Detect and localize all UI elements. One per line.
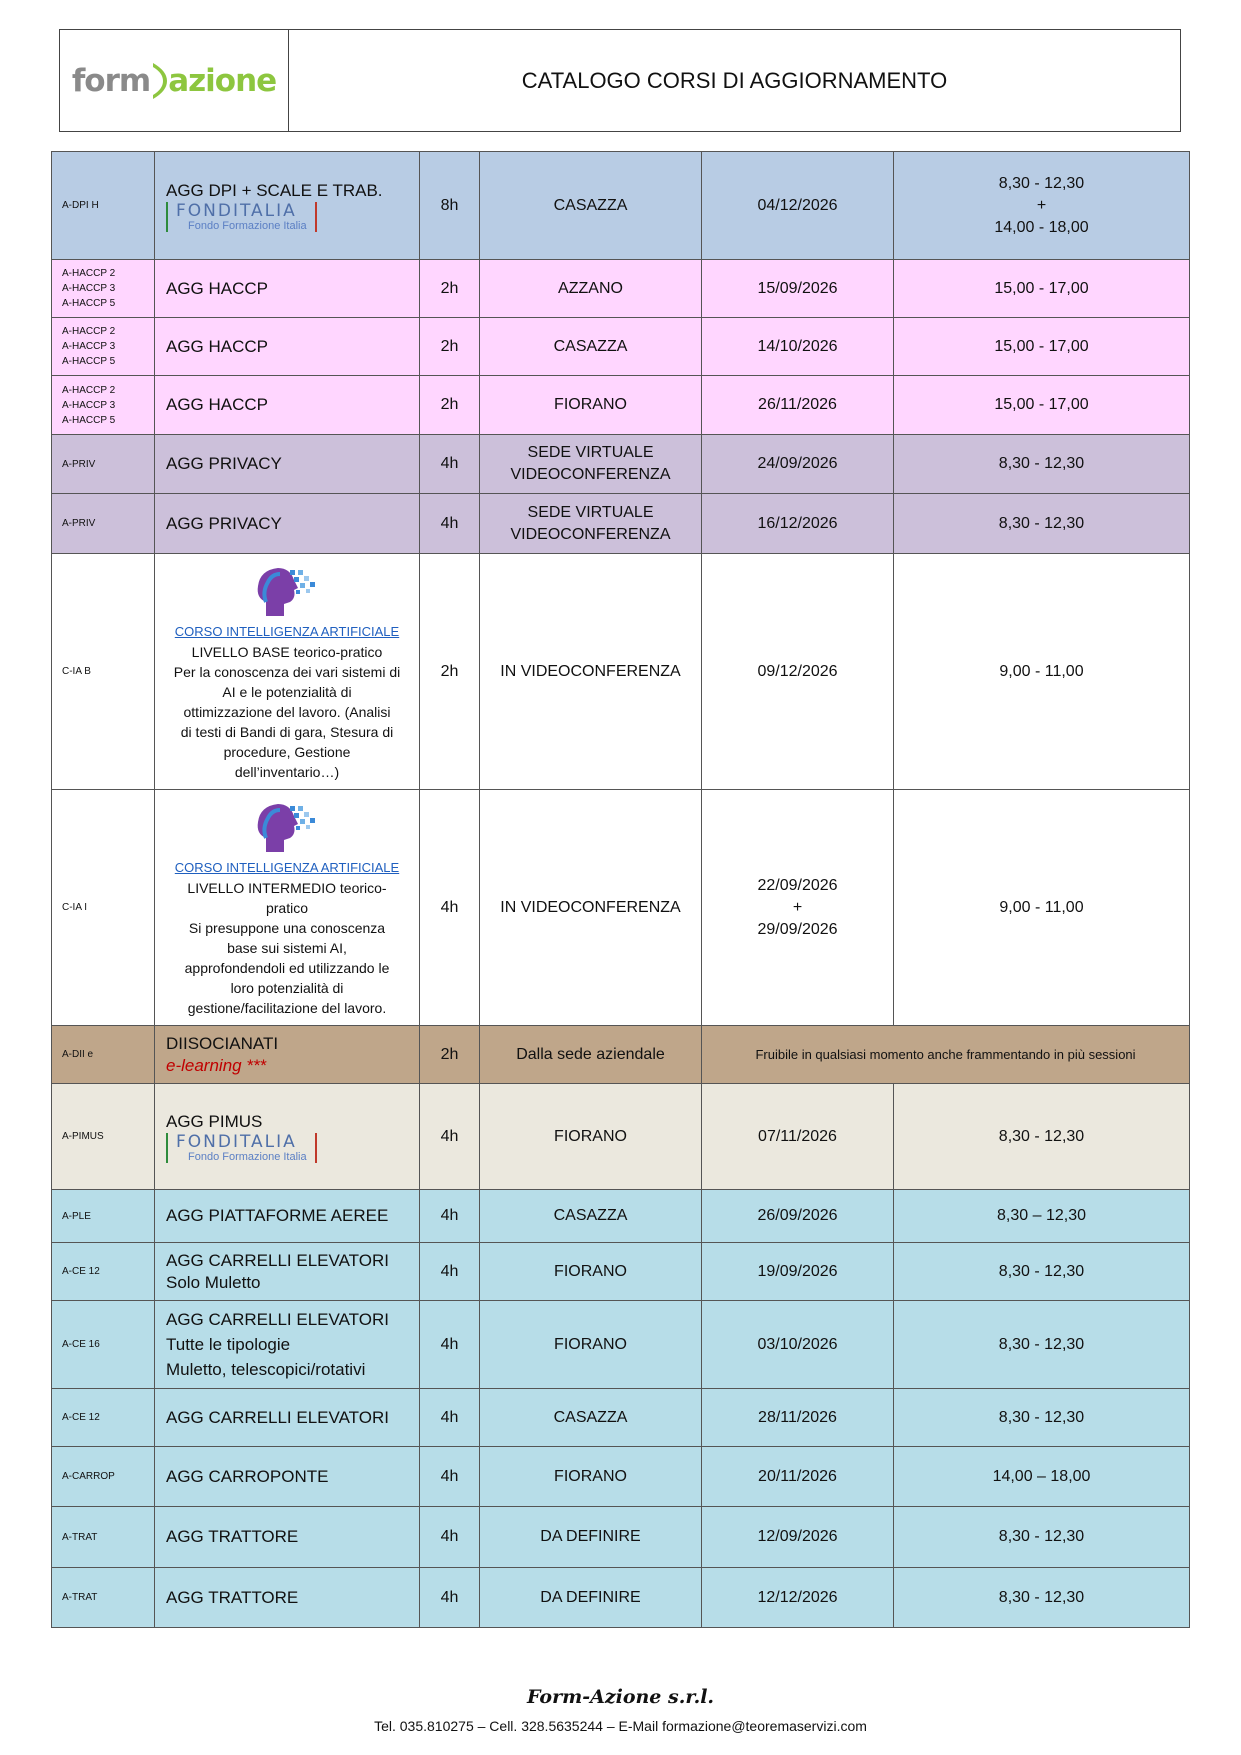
course-date: 12/12/2026: [702, 1568, 894, 1628]
course-time: 8,30 - 12,30: [894, 1389, 1190, 1447]
course-time: [894, 152, 1190, 260]
course-location: SEDE VIRTUALE VIDEOCONFERENZA: [480, 494, 702, 554]
desc-line: Per la conoscenza dei vari sistemi di: [173, 663, 401, 680]
desc-line: di testi di Bandi di gara, Stesura di: [180, 723, 394, 740]
desc-line: ottimizzazione del lavoro. (Analisi: [183, 703, 391, 720]
elearning-label: e-learning ***: [166, 1055, 267, 1075]
course-name-cell: AGG CARRELLI ELEVATORI Solo Muletto: [155, 1243, 420, 1301]
date-plus: +: [792, 898, 803, 916]
course-name: AGG PRIVACY: [155, 494, 420, 554]
course-name-cell: AGG CARRELLI ELEVATORI Tutte le tipologie Muletto, telescopici/rotativi: [155, 1301, 420, 1389]
fonditalia-logo: [166, 1133, 413, 1163]
ai-head-icon: [252, 798, 322, 856]
course-code: A-PIMUS: [52, 1084, 155, 1190]
course-hours: 4h: [420, 494, 480, 554]
table-row: [52, 260, 1190, 318]
course-date: 03/10/2026: [702, 1301, 894, 1389]
fonditalia-name: FONDITALIA: [176, 200, 297, 221]
desc-line: gestione/facilitazione del lavoro.: [187, 999, 387, 1016]
table-row: [52, 1389, 1190, 1447]
course-location: FIORANO: [480, 1447, 702, 1507]
course-code: A-CARROP: [52, 1447, 155, 1507]
table-row: [52, 435, 1190, 494]
table-row: [52, 1243, 1190, 1301]
time-line: 8,30 - 12,30: [998, 174, 1085, 192]
course-hours: 2h: [420, 376, 480, 435]
course-name: AGG PIATTAFORME AEREE: [155, 1190, 420, 1243]
date-line: 22/09/2026: [757, 876, 838, 894]
course-code: A-CE 16: [52, 1301, 155, 1389]
desc-line: approfondendoli ed utilizzando le: [184, 959, 390, 976]
course-location: CASAZZA: [480, 318, 702, 376]
course-date: 09/12/2026: [702, 554, 894, 790]
course-location: CASAZZA: [480, 152, 702, 260]
desc-line: LIVELLO INTERMEDIO teorico-: [187, 879, 387, 896]
course-hours: 4h: [420, 435, 480, 494]
table-row: [52, 1084, 1190, 1190]
course-code: A-DII e: [52, 1026, 155, 1084]
course-hours: 4h: [420, 790, 480, 1026]
course-date: 24/09/2026: [702, 435, 894, 494]
table-row: [52, 318, 1190, 376]
table-row: [52, 1301, 1190, 1389]
course-location: CASAZZA: [480, 1389, 702, 1447]
course-date: [702, 790, 894, 1026]
course-name: AGG HACCP: [155, 318, 420, 376]
course-code: C-IA B: [52, 554, 155, 790]
course-time: 8,30 – 12,30: [894, 1190, 1190, 1243]
course-location: FIORANO: [480, 376, 702, 435]
course-location: IN VIDEOCONFERENZA: [480, 790, 702, 1026]
logo-text-azione: azione: [168, 62, 277, 99]
course-name: AGG TRATTORE: [155, 1568, 420, 1628]
course-time: 8,30 - 12,30: [894, 494, 1190, 554]
course-hours: 2h: [420, 260, 480, 318]
logo-text-form: form: [71, 62, 151, 99]
time-line: 14,00 - 18,00: [994, 218, 1089, 236]
course-date: 20/11/2026: [702, 1447, 894, 1507]
course-date: 04/12/2026: [702, 152, 894, 260]
course-name-cell: [155, 1026, 420, 1084]
course-code: A-HACCP 2 A-HACCP 3 A-HACCP 5: [52, 260, 155, 318]
course-date: 15/09/2026: [702, 260, 894, 318]
course-name-cell: [155, 1084, 420, 1190]
course-description-cell: [155, 554, 420, 790]
availability-note: Fruibile in qualsiasi momento anche frammentando in più sessioni: [702, 1026, 1190, 1084]
table-row: [52, 1507, 1190, 1568]
course-date: 26/11/2026: [702, 376, 894, 435]
ai-course-link[interactable]: CORSO INTELLIGENZA ARTIFICIALE: [174, 859, 400, 875]
course-hours: 2h: [420, 1026, 480, 1084]
course-code: A-CE 12: [52, 1243, 155, 1301]
table-row: [52, 376, 1190, 435]
course-hours: 4h: [420, 1084, 480, 1190]
course-hours: 4h: [420, 1568, 480, 1628]
course-name: AGG HACCP: [155, 376, 420, 435]
course-time: 8,30 - 12,30: [894, 1568, 1190, 1628]
desc-line: loro potenzialità di: [230, 979, 344, 996]
fonditalia-logo: [166, 202, 413, 232]
table-row: [52, 790, 1190, 1026]
desc-line: procedure, Gestione: [223, 743, 351, 760]
course-location: AZZANO: [480, 260, 702, 318]
course-time: 8,30 - 12,30: [894, 1301, 1190, 1389]
course-hours: 4h: [420, 1190, 480, 1243]
course-location: IN VIDEOCONFERENZA: [480, 554, 702, 790]
document-header: [59, 29, 1181, 132]
table-row: [52, 1447, 1190, 1507]
course-code: A-PRIV: [52, 494, 155, 554]
course-date: 07/11/2026: [702, 1084, 894, 1190]
course-code: A-TRAT: [52, 1507, 155, 1568]
course-location: FIORANO: [480, 1301, 702, 1389]
table-row: [52, 1026, 1190, 1084]
course-time: 8,30 - 12,30: [894, 435, 1190, 494]
course-time: 15,00 - 17,00: [894, 376, 1190, 435]
course-date: 26/09/2026: [702, 1190, 894, 1243]
course-date: 19/09/2026: [702, 1243, 894, 1301]
course-description-cell: [155, 790, 420, 1026]
table-row: [52, 494, 1190, 554]
fonditalia-name: FONDITALIA: [176, 1131, 297, 1152]
course-location: DA DEFINIRE: [480, 1507, 702, 1568]
course-time: 9,00 - 11,00: [894, 554, 1190, 790]
table-row: [52, 152, 1190, 260]
course-hours: 2h: [420, 554, 480, 790]
desc-line: AI e le potenzialità di: [222, 683, 352, 700]
course-name: AGG CARRELLI ELEVATORI: [155, 1389, 420, 1447]
date-line: 29/09/2026: [757, 920, 838, 938]
desc-line: dell’inventario…): [234, 763, 340, 780]
course-location: DA DEFINIRE: [480, 1568, 702, 1628]
course-time: 8,30 - 12,30: [894, 1084, 1190, 1190]
course-code: A-TRAT: [52, 1568, 155, 1628]
course-hours: 2h: [420, 318, 480, 376]
course-hours: 4h: [420, 1301, 480, 1389]
course-date: 12/09/2026: [702, 1507, 894, 1568]
course-location: FIORANO: [480, 1243, 702, 1301]
course-time: 8,30 - 12,30: [894, 1507, 1190, 1568]
course-time: 15,00 - 17,00: [894, 260, 1190, 318]
course-hours: 4h: [420, 1389, 480, 1447]
course-name: AGG HACCP: [155, 260, 420, 318]
ai-course-link[interactable]: CORSO INTELLIGENZA ARTIFICIALE: [174, 623, 400, 639]
course-catalog-table: [51, 151, 1190, 1628]
table-row: [52, 1190, 1190, 1243]
course-name: AGG DPI + SCALE E TRAB.: [166, 180, 383, 200]
course-name: AGG PIMUS: [166, 1111, 263, 1131]
desc-line: pratico: [265, 899, 309, 916]
course-code: A-PLE: [52, 1190, 155, 1243]
course-time: 14,00 – 18,00: [894, 1447, 1190, 1507]
course-location: SEDE VIRTUALE VIDEOCONFERENZA: [480, 435, 702, 494]
fonditalia-subtitle: Fondo Formazione Italia: [188, 219, 307, 232]
course-code: A-CE 12: [52, 1389, 155, 1447]
time-plus: +: [1036, 196, 1047, 214]
course-name: AGG PRIVACY: [155, 435, 420, 494]
course-time: 9,00 - 11,00: [894, 790, 1190, 1026]
table-row: [52, 1568, 1190, 1628]
footer-company: Form-Azione s.r.l.: [526, 1686, 715, 1708]
course-code: A-HACCP 2 A-HACCP 3 A-HACCP 5: [52, 318, 155, 376]
footer-contacts: Tel. 035.810275 – Cell. 328.5635244 – E-Mail formazione@teoremaservizi.com: [374, 1718, 867, 1734]
desc-line: Si presuppone una conoscenza: [188, 919, 386, 936]
course-date: 28/11/2026: [702, 1389, 894, 1447]
course-code: A-PRIV: [52, 435, 155, 494]
course-code: A-HACCP 2 A-HACCP 3 A-HACCP 5: [52, 376, 155, 435]
course-hours: 8h: [420, 152, 480, 260]
logo-cell: [60, 30, 289, 131]
course-code: C-IA I: [52, 790, 155, 1026]
course-name: DIISOCIANATI: [166, 1033, 279, 1053]
course-date: 16/12/2026: [702, 494, 894, 554]
fonditalia-subtitle: Fondo Formazione Italia: [188, 1150, 307, 1163]
formazione-logo: [72, 61, 276, 101]
course-name: AGG CARROPONTE: [155, 1447, 420, 1507]
desc-line: LIVELLO BASE teorico-pratico: [191, 643, 383, 660]
logo-arc-icon: [151, 61, 167, 101]
course-location: Dalla sede aziendale: [480, 1026, 702, 1084]
ai-head-icon: [252, 562, 322, 620]
course-hours: 4h: [420, 1507, 480, 1568]
table-row: [52, 554, 1190, 790]
course-date: 14/10/2026: [702, 318, 894, 376]
course-hours: 4h: [420, 1243, 480, 1301]
course-location: CASAZZA: [480, 1190, 702, 1243]
course-name: AGG TRATTORE: [155, 1507, 420, 1568]
course-time: 15,00 - 17,00: [894, 318, 1190, 376]
catalog-title: CATALOGO CORSI DI AGGIORNAMENTO: [521, 67, 948, 93]
course-hours: 4h: [420, 1447, 480, 1507]
course-name-cell: [155, 152, 420, 260]
course-location: FIORANO: [480, 1084, 702, 1190]
course-code: A-DPI H: [52, 152, 155, 260]
desc-line: base sui sistemi AI,: [227, 939, 347, 956]
course-time: 8,30 - 12,30: [894, 1243, 1190, 1301]
